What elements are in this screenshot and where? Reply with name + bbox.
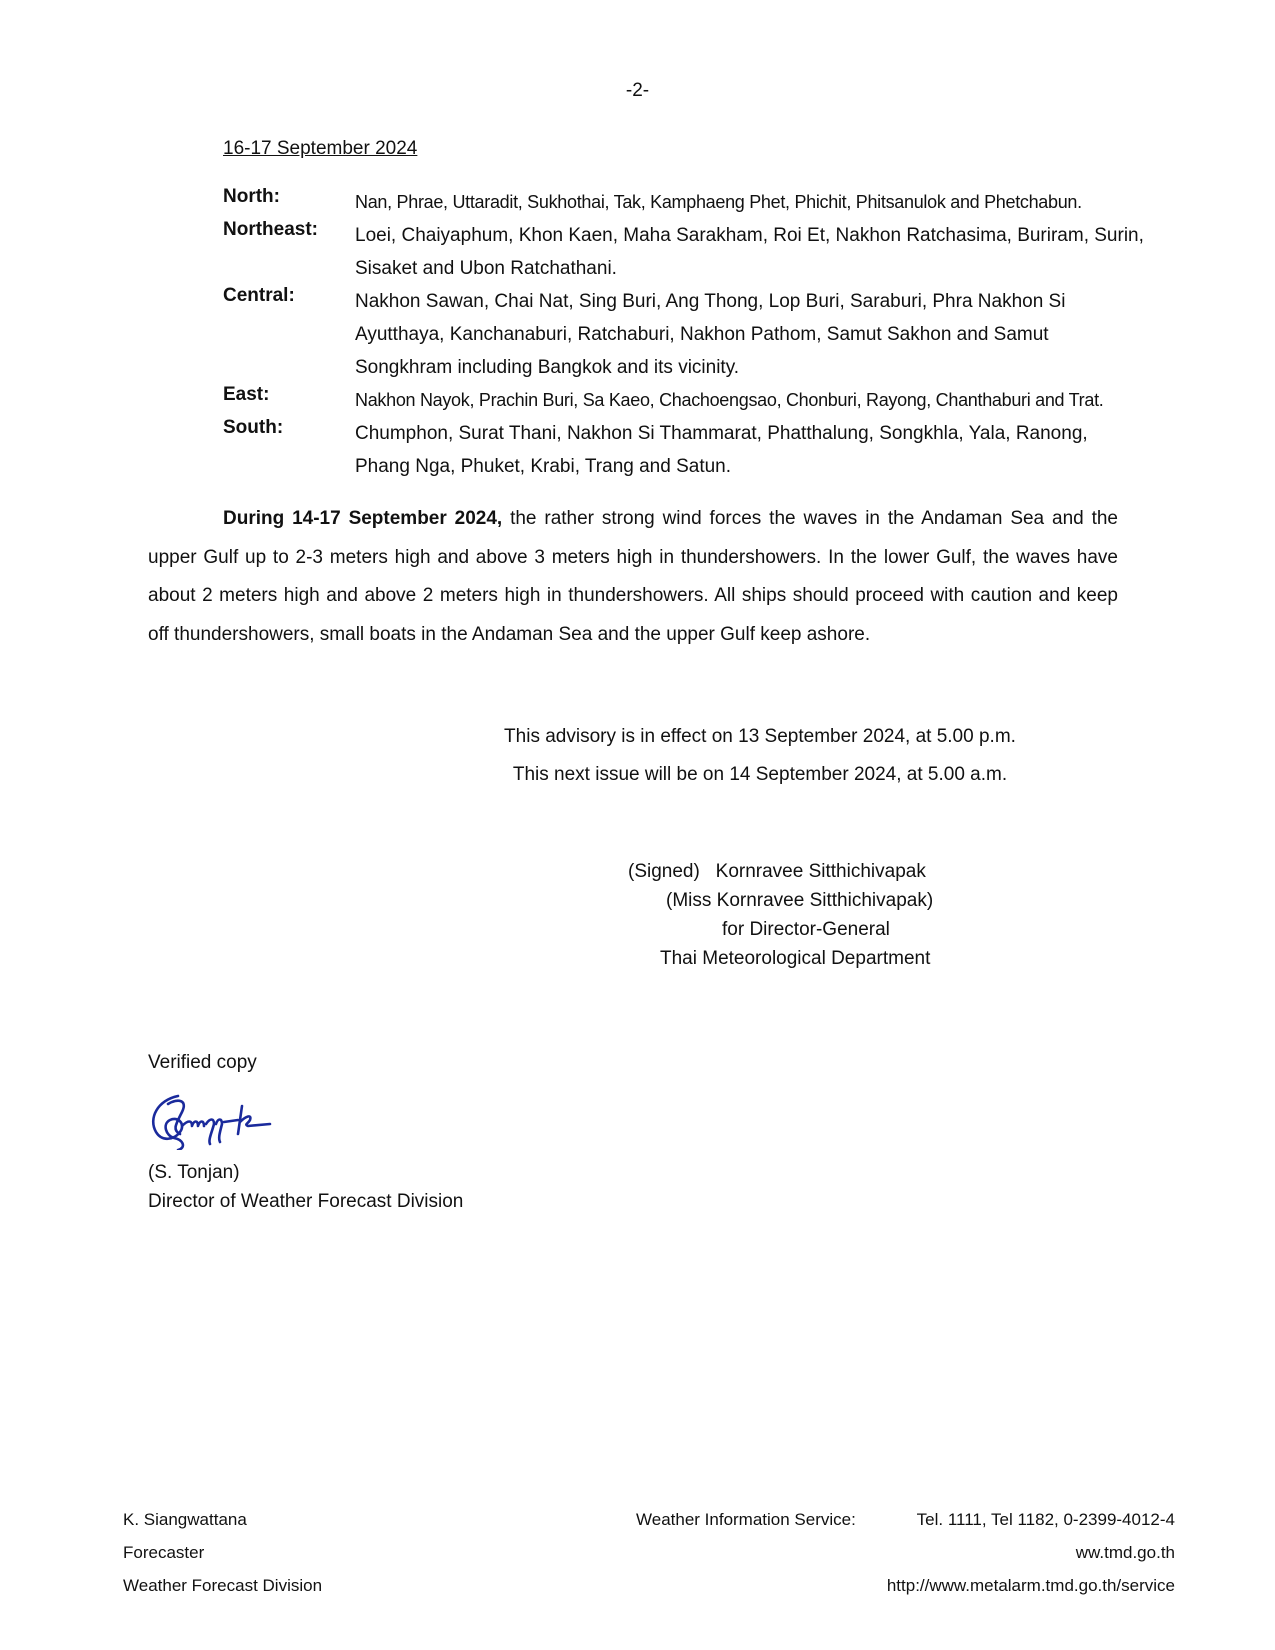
region-label: Central:	[223, 285, 295, 306]
signatory-role: for Director-General	[722, 919, 890, 940]
region-provinces: Nan, Phrae, Uttaradit, Sukhothai, Tak, Kamphaeng Phet, Phichit, Phitsanulok and Phetchabun.	[355, 192, 1082, 212]
region-label: South:	[223, 417, 284, 438]
service-phone-numbers: Tel. 1111, Tel 1182, 0-2399-4012-4	[916, 1510, 1175, 1529]
advisory-next-line: This next issue will be on 14 September 2024, at 5.00 a.m.	[512, 764, 1008, 785]
region-label: East:	[223, 384, 270, 405]
region-label: North:	[223, 186, 280, 207]
verifier-name: (S. Tonjan)	[148, 1162, 240, 1183]
service-url: http://www.metalarm.tmd.go.th/service	[886, 1576, 1175, 1595]
region-label: Northeast:	[223, 219, 319, 240]
region-provinces: Loei, Chaiyaphum, Khon Kaen, Maha Sarakham, Roi Et, Nakhon Ratchasima, Buriram, Surin, Sisaket and Ubon Ratchathani.	[355, 225, 1144, 279]
region-provinces: Chumphon, Surat Thani, Nakhon Si Thammarat, Phatthalung, Songkhla, Yala, Ranong, Phang Nga, Phuket, Krabi, Trang and Satun.	[355, 423, 1088, 477]
service-website: ww.tmd.go.th	[1075, 1543, 1175, 1562]
advisory-effect-line: This advisory is in effect on 13 September 2024, at 5.00 p.m.	[504, 726, 1016, 747]
verifier-title: Director of Weather Forecast Division	[148, 1191, 464, 1212]
handwritten-signature	[148, 1090, 278, 1156]
signed-line: (Signed) Kornravee Sitthichivapak	[628, 861, 926, 882]
section-date-heading: 16-17 September 2024	[223, 138, 418, 159]
service-label: Weather Information Service:	[636, 1510, 856, 1529]
waves-lead: During 14-17 September 2024,	[223, 508, 503, 529]
waves-forecast-paragraph	[148, 500, 1118, 654]
page-number: -2-	[625, 80, 650, 101]
forecaster-name: K. Siangwattana	[123, 1510, 247, 1529]
signatory-full-name: (Miss Kornravee Sitthichivapak)	[666, 890, 934, 911]
signatory-organization: Thai Meteorological Department	[660, 948, 931, 969]
waves-body: the rather strong wind forces the waves in the Andaman Sea and the upper Gulf up to 2-3 meters high and above 3 meters high in thundershowers. In the lower Gulf, the waves have about 2 meters high and above 2 meters high in thundershowers. All ships should proceed with caution and keep off thundershowers, small boats in the Andaman Sea and the upper Gulf keep ashore.	[148, 508, 1119, 645]
forecaster-division: Weather Forecast Division	[123, 1576, 323, 1595]
verified-copy-label: Verified copy	[148, 1052, 257, 1073]
signature-ink	[148, 1090, 278, 1150]
region-provinces: Nakhon Nayok, Prachin Buri, Sa Kaeo, Chachoengsao, Chonburi, Rayong, Chanthaburi and Trat.	[355, 390, 1104, 410]
region-provinces: Nakhon Sawan, Chai Nat, Sing Buri, Ang Thong, Lop Buri, Saraburi, Phra Nakhon Si Ayutthaya, Kanchanaburi, Ratchaburi, Nakhon Pathom, Samut Sakhon and Samut Songkhram including Bangkok and its vicinity.	[355, 291, 1066, 378]
forecaster-role: Forecaster	[123, 1543, 205, 1562]
